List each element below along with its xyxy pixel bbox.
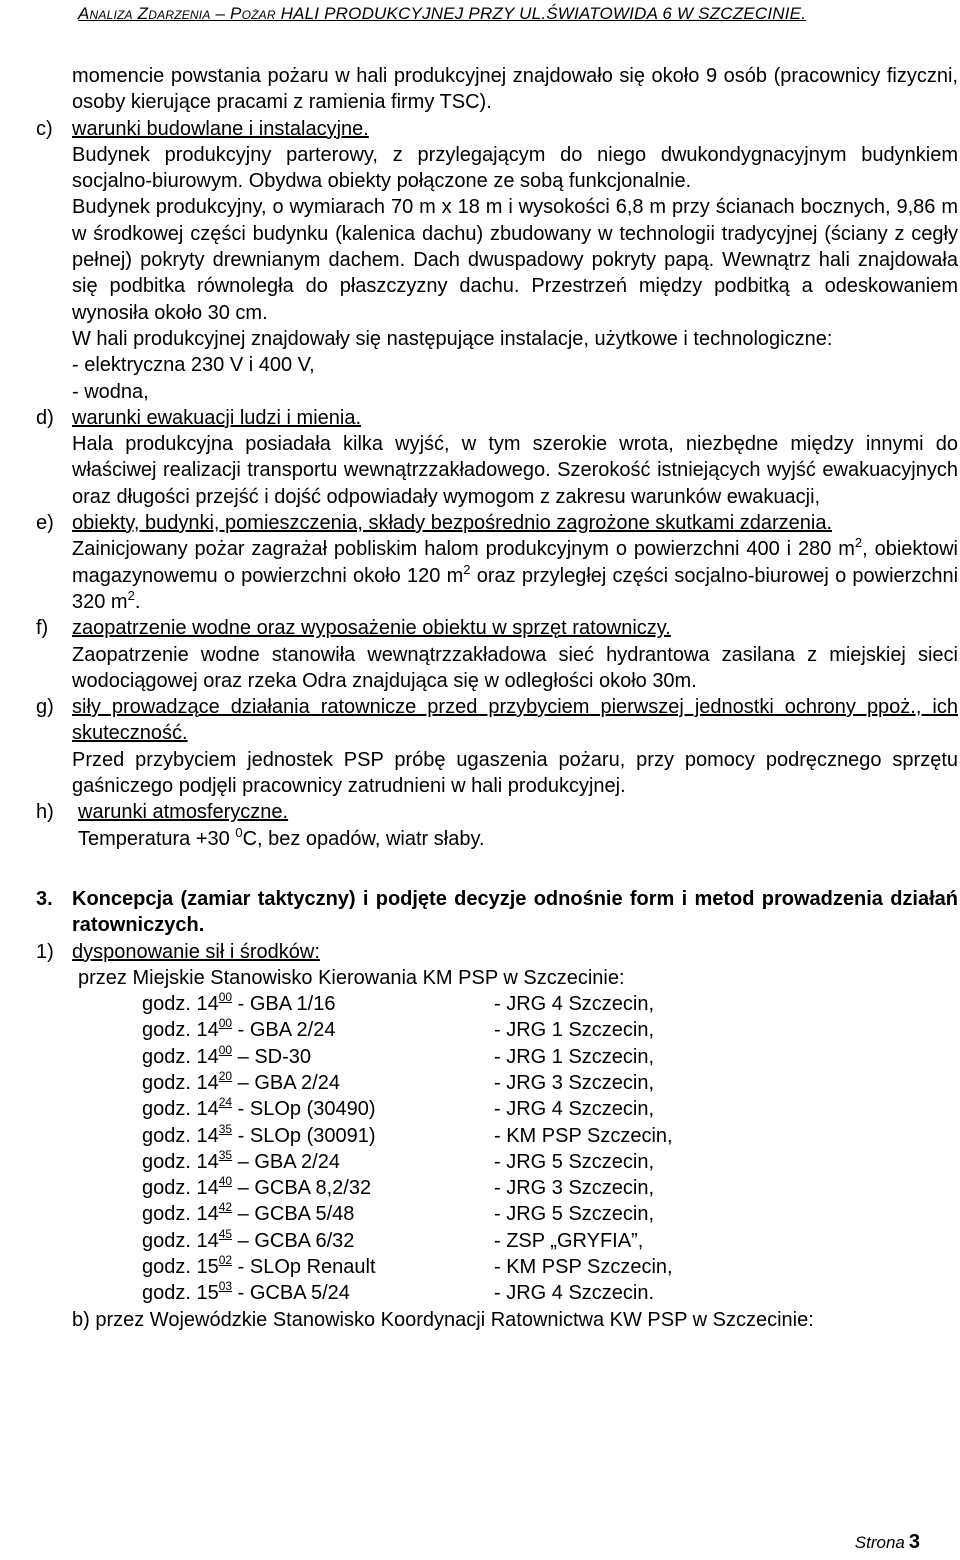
list-marker: g) xyxy=(36,696,54,719)
dispatch-row xyxy=(142,1017,958,1043)
dispatch-unit: - JRG 1 Szczecin, xyxy=(494,1019,655,1042)
section-c xyxy=(36,116,958,142)
dispatch-b-line: b) przez Wojewódzkie Stanowisko Koordynacji Ratownictwa KW PSP w Szczecinie: xyxy=(72,1308,814,1331)
dispatch-unit: - JRG 4 Szczecin. xyxy=(494,1282,655,1305)
dispatch-row xyxy=(142,1149,958,1175)
list-marker: c) xyxy=(36,117,53,140)
section-heading: siły prowadzące działania ratownicze przed przybyciem pierwszej jednostki ochrony ppoż., ich skuteczność. xyxy=(72,696,958,745)
paragraph-first-response: Przed przybyciem jednostek PSP próbę ugaszenia pożaru, przy pomocy podręcznego sprzętu gaśniczego podjęli pracownicy zatrudnieni w hali produkcyjnej. xyxy=(72,748,958,798)
superscript: 2 xyxy=(463,561,471,577)
dispatch-row xyxy=(142,1228,958,1254)
section-3-heading xyxy=(36,886,958,939)
minutes-superscript: 45 xyxy=(218,1226,233,1241)
dispatch-time-vehicle: godz. $14^{35}$ – GBA 2/24 xyxy=(142,1147,340,1173)
dispatch-unit: - JRG 4 Szczecin, xyxy=(494,1098,655,1121)
dispatch-time-vehicle: godz. $14^{40}$ – GCBA 8,2/32 xyxy=(142,1174,372,1200)
dispatch-row xyxy=(142,1175,958,1201)
dispatch-list xyxy=(36,991,958,1307)
list-marker: h) xyxy=(36,801,54,824)
section-title: Koncepcja (zamiar taktyczny) i podjęte decyzje odnośnie form i metod prowadzenia działań ratowniczych. xyxy=(72,887,958,937)
dispatch-unit: - ZSP „GRYFIA”, xyxy=(494,1229,644,1252)
dispatch-heading xyxy=(36,939,958,965)
dispatch-row xyxy=(142,1254,958,1280)
dispatch-time-vehicle: godz. $14^{35}$ - SLOp (30091) xyxy=(142,1121,376,1147)
paragraph-building: Budynek produkcyjny parterowy, z przylegającym do niego dwukondygnacyjnym budynkiem socjalno-biurowym. Obydwa obiekty połączone ze sobą funkcjonalnie. xyxy=(72,143,958,193)
section-heading: warunki budowlane i instalacyjne. xyxy=(72,117,369,140)
superscript: 2 xyxy=(854,535,863,551)
minutes-superscript: 00 xyxy=(218,990,233,1005)
minutes-superscript: 40 xyxy=(218,1174,233,1189)
dispatch-row xyxy=(142,1044,958,1070)
dispatch-intro: przez Miejskie Stanowisko Kierowania KM PSP w Szczecinie: xyxy=(78,966,625,989)
dispatch-time-vehicle: godz. $14^{00}$ - GBA 1/16 xyxy=(142,990,336,1016)
list-marker: d) xyxy=(36,406,54,429)
dispatch-time-vehicle: godz. $15^{02}$ - SLOp Renault xyxy=(142,1253,376,1279)
dispatch-unit: - JRG 5 Szczecin, xyxy=(494,1203,655,1226)
superscript: 0 xyxy=(235,824,243,840)
minutes-superscript: 35 xyxy=(218,1121,233,1136)
minutes-superscript: 00 xyxy=(218,1042,233,1057)
minutes-superscript: 20 xyxy=(218,1068,233,1083)
superscript: 2 xyxy=(127,587,135,603)
dispatch-time-vehicle: godz. $15^{03}$ - GCBA 5/24 xyxy=(142,1279,350,1305)
dispatch-time-vehicle: godz. $14^{24}$ - SLOp (30490) xyxy=(142,1095,376,1121)
paragraph-occupants: momencie powstania pożaru w hali produkcyjnej znajdowało się około 9 osób (pracownicy fizyczni, osoby kierujące pracami z ramienia firmy TSC). xyxy=(72,65,958,114)
paragraph-evacuation: Hala produkcyjna posiadała kilka wyjść, w tym szerokie wrota, niezbędne między innymi do właściwej realizacji transportu wewnątrzzakładowego. Szerokość istniejących wyjść ewakuacyjnych oraz długości przejść i dojść odpowiadały wymogom z zakresu warunków ewakuacji, xyxy=(72,433,958,508)
minutes-superscript: 42 xyxy=(218,1200,233,1215)
running-header: Analiza Zdarzenia – Pożar HALI PRODUKCYJNEJ PRZY UL.ŚWIATOWIDA 6 W SZCZECINIE. xyxy=(78,4,807,23)
dispatch-unit: - JRG 5 Szczecin, xyxy=(494,1150,655,1173)
section-g xyxy=(36,694,958,747)
dispatch-time-vehicle: godz. $14^{00}$ - GBA 2/24 xyxy=(142,1016,336,1042)
list-marker: f) xyxy=(36,617,49,640)
dispatch-unit: - JRG 4 Szczecin, xyxy=(494,993,655,1016)
minutes-superscript: 35 xyxy=(218,1147,233,1162)
dispatch-unit: - JRG 3 Szczecin, xyxy=(494,1071,655,1094)
dispatch-unit: - KM PSP Szczecin, xyxy=(494,1256,673,1279)
paragraph-weather: Temperatura +30 $^0$C, bez opadów, wiatr słaby. xyxy=(78,824,485,850)
section-heading: warunki atmosferyczne. xyxy=(78,801,289,824)
paragraph-water-supply: Zaopatrzenie wodne stanowiła wewnątrzzakładowa sieć hydrantowa zasilana z miejskiej sieci wodociągowej oraz rzeka Odra znajdująca się w odległości około 30m. xyxy=(72,643,958,692)
dispatch-row xyxy=(142,1096,958,1122)
dispatch-unit: - JRG 3 Szczecin, xyxy=(494,1177,655,1200)
dispatch-time-vehicle: godz. $14^{00} - SD-30$ xyxy=(142,1042,312,1068)
dispatch-time-vehicle: godz. $14^{42}$ – GCBA 5/48 xyxy=(142,1200,355,1226)
page-footer xyxy=(855,1531,920,1554)
list-marker: e) xyxy=(36,512,54,535)
dispatch-row xyxy=(142,991,958,1017)
dispatch-time-vehicle: godz. $14^{20}$ – GBA 2/24 xyxy=(142,1068,340,1094)
dispatch-unit: - JRG 1 Szczecin, xyxy=(494,1045,655,1068)
section-h xyxy=(36,799,958,825)
paragraph-threatened: Zainicjowany pożar zagrażał pobliskim halom produkcyjnym o powierzchni 400 i 280 $m^2$, obiektowi magazynowemu o powierzchni około 120 $m^2$ oraz przyległej części socjalno-biurowej o powierzchni 320 $m^2$. xyxy=(72,535,959,613)
section-f xyxy=(36,615,958,641)
dispatch-row xyxy=(142,1070,958,1096)
paragraph-installations: W hali produkcyjnej znajdowały się następujące instalacje, użytkowe i technologiczne: xyxy=(72,327,833,350)
document-body xyxy=(36,63,958,1333)
list-item: - elektryczna 230 V i 400 V, xyxy=(72,354,315,377)
list-marker: 1) xyxy=(36,940,54,963)
section-heading: warunki ewakuacji ludzi i mienia. xyxy=(72,406,362,429)
minutes-superscript: 24 xyxy=(218,1095,233,1110)
minutes-superscript: 02 xyxy=(218,1253,233,1268)
dispatch-unit: - KM PSP Szczecin, xyxy=(494,1124,673,1147)
paragraph-dimensions: Budynek produkcyjny, o wymiarach 70 m x 18 m i wysokości 6,8 m przy ścianach bocznych, 9,86 m w środkowej części budynku (kalenica dachu) zbudowany w technologii tradycyjnej (ściany z cegły pełnej) pokryty drewnianym dachem. Dach dwuspadowy pokryty papą. Wewnątrz hali znajdowała się podbitka równoległa do płaszczyzny dachu. Przestrzeń między podbitką a odeskowaniem wynosiła około 30 cm. xyxy=(72,196,958,324)
list-item: - wodna, xyxy=(72,380,149,403)
page-label: Strona xyxy=(854,1533,905,1552)
section-heading: zaopatrzenie wodne oraz wyposażenie obiektu w sprzęt ratowniczy. xyxy=(72,617,671,640)
dispatch-row xyxy=(142,1201,958,1227)
section-d xyxy=(36,405,958,431)
minutes-superscript: 00 xyxy=(218,1016,233,1031)
section-e xyxy=(36,510,958,536)
section-number: 3. xyxy=(36,887,53,910)
minutes-superscript: 03 xyxy=(218,1279,233,1294)
dispatch-time-vehicle: godz. $14^{45}$ – GCBA 6/32 xyxy=(142,1226,355,1252)
dispatch-row xyxy=(142,1280,958,1306)
section-heading: obiekty, budynki, pomieszczenia, składy bezpośrednio zagrożone skutkami zdarzenia. xyxy=(72,512,833,535)
page-number: 3 xyxy=(908,1531,920,1553)
dispatch-row xyxy=(142,1123,958,1149)
section-heading: dysponowanie sił i środków: xyxy=(72,940,320,963)
